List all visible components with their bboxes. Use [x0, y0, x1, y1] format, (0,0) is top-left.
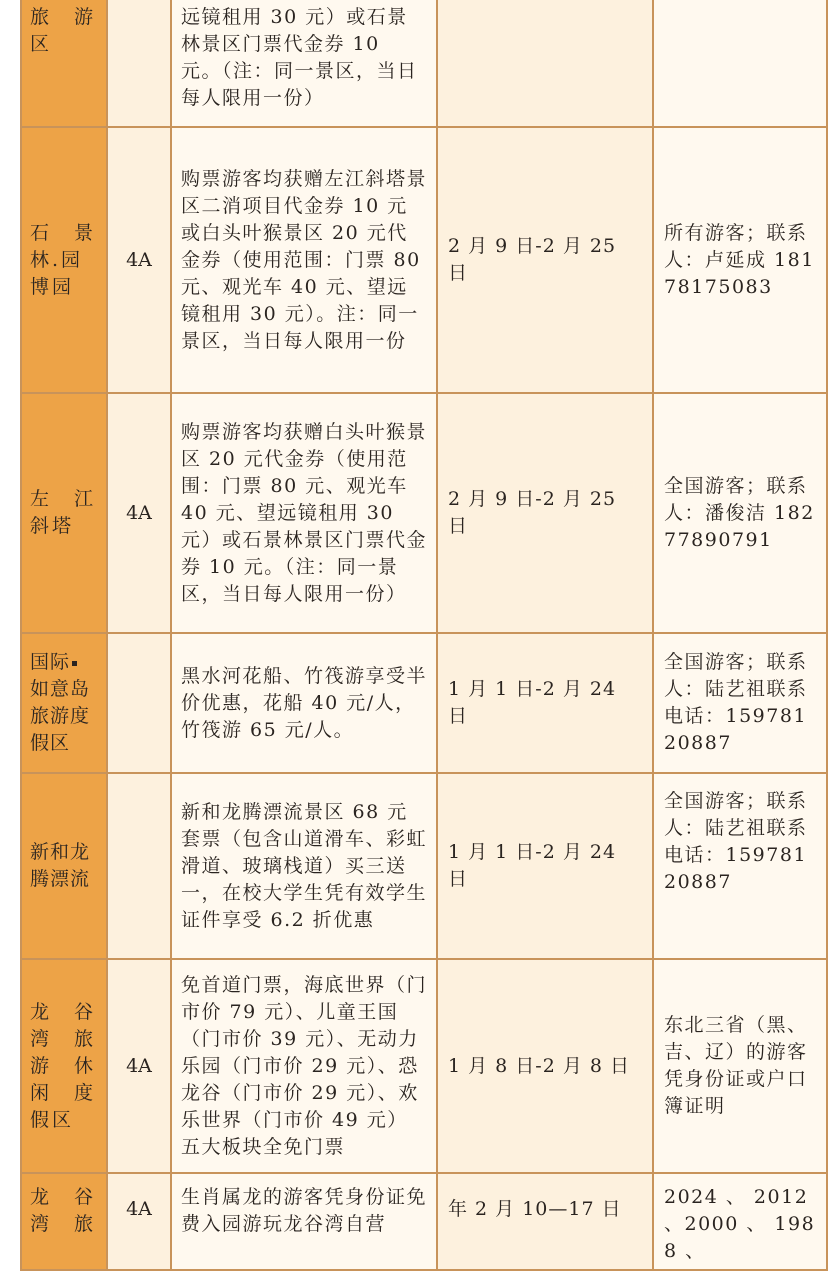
table-row: [21, 127, 827, 393]
target-note: 东北三省（黑、吉、辽）的游客凭身份证或户口簿证明: [653, 959, 827, 1173]
scenic-name: 龙 谷湾 旅: [21, 1173, 107, 1270]
valid-date: 2 月 9 日-2 月 25 日: [437, 393, 653, 633]
scenic-name: 新和龙腾漂流: [21, 773, 107, 959]
table-row: [21, 773, 827, 959]
scenic-name-part: 国际: [30, 651, 71, 673]
scenic-name: 旅 游区: [21, 0, 107, 127]
scenic-level: 4A: [107, 393, 171, 633]
target-note: 所有游客；联系人：卢延成 18178175083: [653, 127, 827, 393]
scenic-level: 4A: [107, 959, 171, 1173]
table-row: [21, 393, 827, 633]
scenic-level: [107, 633, 171, 773]
valid-date: 2 月 9 日-2 月 25 日: [437, 127, 653, 393]
discount-content: 生肖属龙的游客凭身份证免费入园游玩龙谷湾自营: [171, 1173, 437, 1270]
discount-content: 黑水河花船、竹筏游享受半价优惠，花船 40 元/人，竹筏游 65 元/人。: [171, 633, 437, 773]
discount-content: 新和龙腾漂流景区 68 元套票（包含山道滑车、彩虹滑道、玻璃栈道）买三送一，在校大学生凭有效学生证件享受 6.2 折优惠: [171, 773, 437, 959]
scenic-name-part: 如意岛旅游度假区: [30, 678, 91, 754]
scenic-name: 石 景林.园博园: [21, 127, 107, 393]
target-note: 全国游客；联系人：陆艺祖联系电话：15978120887: [653, 773, 827, 959]
valid-date: [437, 0, 653, 127]
discount-content: 购票游客均获赠白头叶猴景区 20 元代金券（使用范围：门票 80 元、观光车 40 元、望远镜租用 30 元）或石景林景区门票代金券 10 元。（注：同一景区，当日每人限用一份）: [171, 393, 437, 633]
target-note: [653, 0, 827, 127]
discount-content: 免首道门票，海底世界（门市价 79 元）、儿童王国（门市价 39 元）、无动力乐园（门市价 29 元）、恐龙谷（门市价 29 元）、欢乐世界（门市价 49 元）五大板块全免门票: [171, 959, 437, 1173]
valid-date: 1 月 1 日-2 月 24 日: [437, 633, 653, 773]
scenic-level: [107, 773, 171, 959]
table-row: [21, 633, 827, 773]
valid-date: 1 月 1 日-2 月 24 日: [437, 773, 653, 959]
scenic-name: 左 江斜塔: [21, 393, 107, 633]
discount-content: 购票游客均获赠左江斜塔景区二消项目代金券 10 元或白头叶猴景区 20 元代金券（使用范围：门票 80 元、观光车 40 元、望远镜租用 30 元）。注：同一景区，当日每人限用一份: [171, 127, 437, 393]
scenic-level: [107, 0, 171, 127]
scenic-name: 龙 谷湾 旅游 休闲 度假区: [21, 959, 107, 1173]
table-row: [21, 959, 827, 1173]
target-note: 全国游客；联系人：潘俊洁 18277890791: [653, 393, 827, 633]
table-row: [21, 0, 827, 127]
scenic-level: 4A: [107, 127, 171, 393]
target-note: 2024 、 2012 、2000 、 1988 、: [653, 1173, 827, 1270]
target-note: 全国游客；联系人：陆艺祖联系电话：15978120887: [653, 633, 827, 773]
table-row: [21, 1173, 827, 1270]
bullet-icon: [72, 661, 77, 666]
discount-content: 远镜租用 30 元）或石景林景区门票代金券 10 元。（注：同一景区，当日每人限用一份）: [171, 0, 437, 127]
scenic-level: 4A: [107, 1173, 171, 1270]
scenic-name: [21, 633, 107, 773]
scenic-discount-table: [20, 0, 828, 1271]
valid-date: 年 2 月 10—17 日: [437, 1173, 653, 1270]
valid-date: 1 月 8 日-2 月 8 日: [437, 959, 653, 1173]
